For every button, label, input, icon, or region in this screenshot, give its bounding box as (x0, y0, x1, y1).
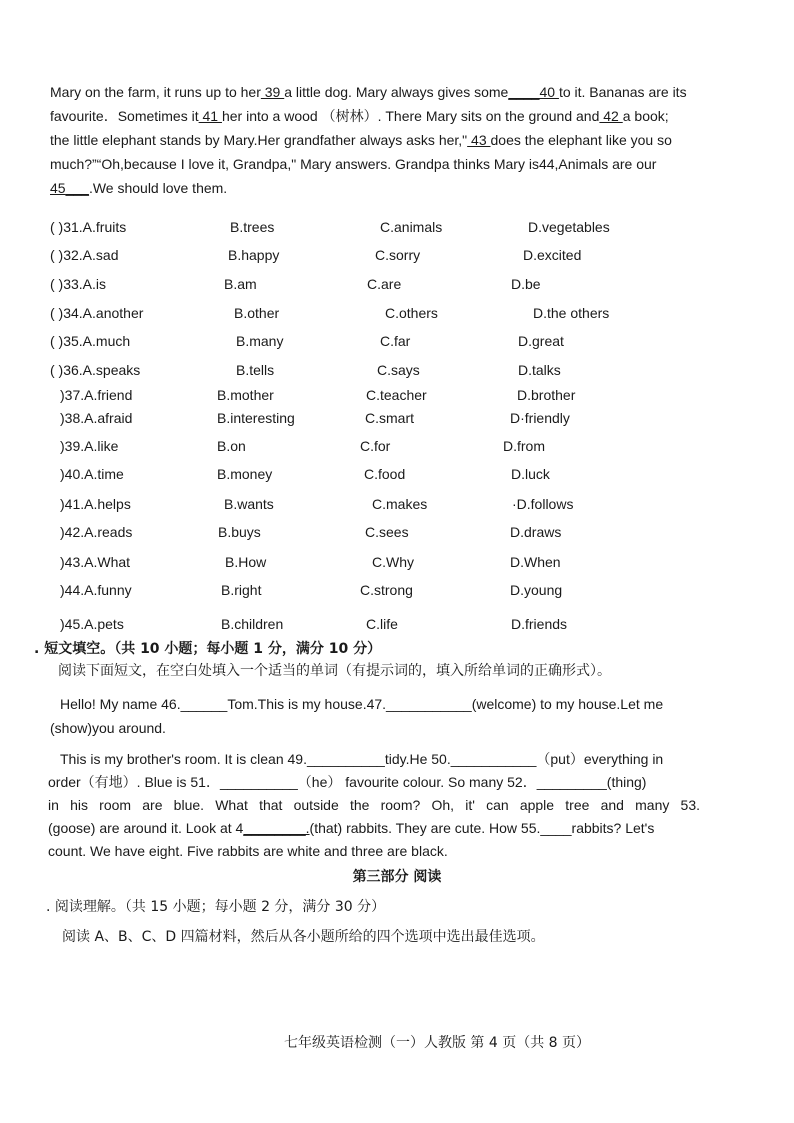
option-b: B.right (221, 582, 262, 598)
option-d: D.be (511, 276, 541, 292)
option-b: B.wants (224, 496, 274, 512)
option-c: C.sorry (375, 247, 421, 263)
passage-line-3: the little elephant stands by Mary.Her grandfather always asks her," 43 does the elephant like you so (50, 132, 672, 148)
option-b: B.many (236, 333, 284, 349)
option-d: D.great (518, 333, 564, 349)
option-d: D.When (510, 554, 561, 570)
option-b: B.other (234, 305, 280, 321)
passage-line-4: much?”“Oh,because I love it, Grandpa," Mary answers. Grandpa thinks Mary is44,Animals are our (50, 156, 657, 172)
question-number: )38.A.afraid (60, 410, 133, 426)
question-number: )39.A.like (60, 438, 119, 454)
blank-39: 39 (260, 84, 285, 100)
option-c: C.strong (360, 582, 413, 598)
question-number: )41.A.helps (60, 496, 131, 512)
question-number: ( )35.A.much (50, 333, 131, 349)
fill-paragraph-2: This is my brother's room. It is clean 49.__________tidy.He 50.___________（put）everything in order（有地）. Blue is 51．__________（he） favourite colour. So many 52．_________(thing) in his room are blue. What that outside the room? Oh, it' can apple tree and many 53. (goose) are around it. Look at 4________.(that) rabbits. They are cute. How 55.____rabbits? Let's count. We have eight. Five rabbits are white and three are black. (48, 751, 700, 859)
part3-title: 第三部分 阅读 (352, 869, 442, 885)
question-number: ( )36.A.speaks (50, 362, 141, 378)
option-c: C.for (360, 438, 391, 454)
choice-row (0, 493, 760, 515)
option-c: C.life (366, 616, 398, 632)
option-b: B.trees (230, 219, 275, 235)
option-c: C.food (364, 466, 406, 482)
blank-40: ____40 (508, 84, 559, 100)
option-d: D.luck (511, 466, 550, 482)
passage-line-1: Mary on the farm, it runs up to her 39 a little dog. Mary always gives some____40 to it. Bananas are its (50, 84, 687, 100)
question-number: )45.A.pets (60, 616, 124, 632)
choice-row (0, 384, 760, 406)
section-instruction-fill: 阅读下面短文，在空白处填入一个适当的单词（有提示词的，填入所给单词的正确形式）。 (58, 663, 611, 679)
option-d: D·friendly (510, 410, 570, 426)
part3-instruction: 阅读 A、B、C、D 四篇材料，然后从各小题所给的四个选项中选出最佳选项。 (62, 929, 545, 945)
option-c: C.others (385, 305, 438, 321)
option-c: C.smart (365, 410, 414, 426)
section-heading-fill: . 短文填空。（共 10 小题；每小题 1 分，满分 10 分） (34, 641, 382, 657)
choice-row (0, 613, 760, 635)
choice-row (0, 463, 760, 485)
option-c: C.are (367, 276, 402, 292)
cloze-passage (50, 80, 750, 200)
option-b: B.happy (228, 247, 280, 263)
option-d: D.the others (533, 305, 610, 321)
option-c: C.far (380, 333, 411, 349)
fill-paragraph-1: Hello! My name 46.______Tom.This is my house.47.___________(welcome) to my house.Let me (show)you around. (50, 696, 664, 736)
option-c: C.animals (380, 219, 443, 235)
option-d: D.friends (511, 616, 568, 632)
option-d: D.from (503, 438, 545, 454)
blank-42: 42 (599, 108, 623, 124)
option-b: B.tells (236, 362, 275, 378)
choice-row (0, 244, 760, 266)
blank-41: 41 (198, 108, 222, 124)
choice-row (0, 359, 760, 381)
option-b: B.children (221, 616, 284, 632)
option-b: B.money (217, 466, 273, 482)
question-number: )40.A.time (60, 466, 124, 482)
option-b: B.How (225, 554, 267, 570)
question-number: )43.A.What (60, 554, 131, 570)
choice-row (0, 302, 760, 324)
blank-45: 45___ (50, 180, 89, 196)
option-b: B.am (224, 276, 257, 292)
option-d: D.brother (517, 387, 576, 403)
option-c: C.Why (372, 554, 414, 570)
option-d: D.excited (523, 247, 582, 263)
option-b: B.mother (217, 387, 274, 403)
option-c: C.says (377, 362, 420, 378)
option-c: C.sees (365, 524, 409, 540)
option-d: D.vegetables (528, 219, 610, 235)
option-c: C.makes (372, 496, 428, 512)
passage-line-2: favourite．Sometimes it 41 her into a wood （树林）. There Mary sits on the ground and 42 a book; (50, 108, 669, 124)
option-d: D.draws (510, 524, 562, 540)
choice-row (0, 273, 760, 295)
option-d: D.young (510, 582, 563, 598)
page-footer: 七年级英语检测（一）人教版 第 4 页（共 8 页） (283, 1035, 591, 1051)
choice-row (0, 521, 760, 543)
question-number: )42.A.reads (60, 524, 133, 540)
question-number: ( )33.A.is (50, 276, 107, 292)
question-number: )37.A.friend (60, 387, 133, 403)
option-d: ·D.follows (512, 496, 574, 512)
option-b: B.buys (218, 524, 261, 540)
choice-row (0, 407, 760, 429)
question-number: )44.A.funny (60, 582, 132, 598)
option-b: B.on (217, 438, 246, 454)
choice-row (0, 579, 760, 601)
option-b: B.interesting (217, 410, 295, 426)
choice-row (0, 435, 760, 457)
passage-line-5: 45___.We should love them. (50, 180, 228, 196)
option-d: D.talks (518, 362, 561, 378)
question-number: ( )34.A.another (50, 305, 144, 321)
part3-heading: . 阅读理解。（共 15 小题；每小题 2 分，满分 30 分） (46, 899, 386, 915)
choice-row (0, 330, 760, 352)
option-c: C.teacher (366, 387, 427, 403)
blank-43: 43 (467, 132, 491, 148)
choice-row (0, 551, 760, 573)
choice-row (0, 216, 760, 238)
question-number: ( )32.A.sad (50, 247, 119, 263)
question-number: ( )31.A.fruits (50, 219, 127, 235)
